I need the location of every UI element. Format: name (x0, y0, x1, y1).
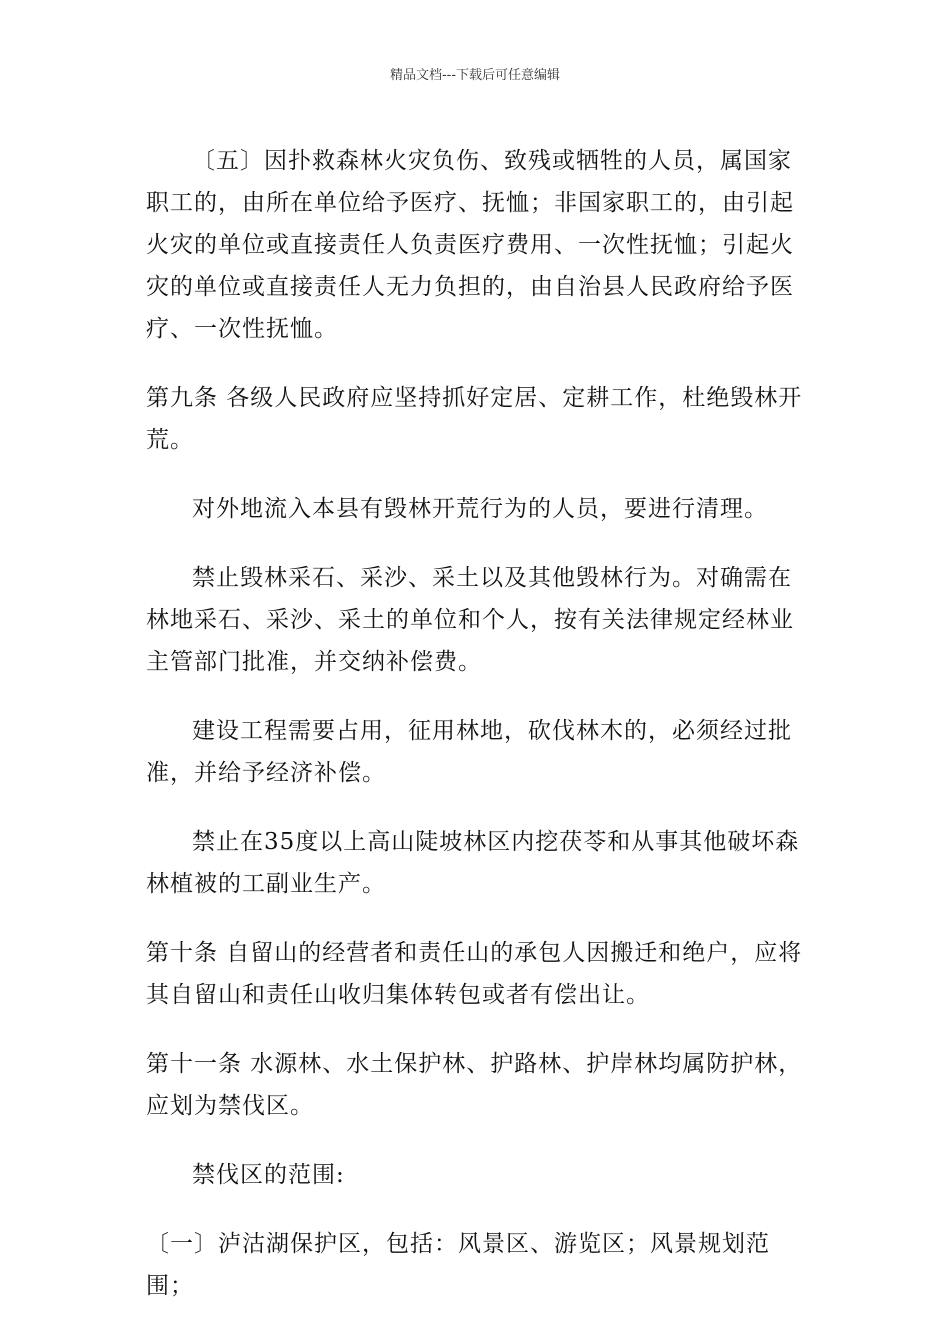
paragraph-construction: 建设工程需要占用，征用林地，砍伐林木的，必须经过批准，并给予经济补偿。 (146, 718, 792, 786)
paragraph-outsiders: 对外地流入本县有毁林开荒行为的人员，要进行清理。 (192, 496, 768, 522)
document-body (146, 140, 806, 1307)
paragraph-quarrying: 禁止毁林采石、采沙、采土以及其他毁林行为。对确需在林地采石、采沙、采土的单位和个人，按有关法律规定经林业主管部门批准，并交纳补偿费。 (146, 565, 794, 675)
article-9: 第九条 各级人民政府应坚持抓好定居、定耕工作，杜绝毁林开荒。 (146, 385, 803, 453)
page-header: 精品文档---下载后可任意编辑 (389, 68, 561, 83)
paragraph-scope-item-1: 〔一〕泸沽湖保护区，包括：风景区、游览区；风景规划范围； (146, 1231, 770, 1299)
article-11: 第十一条 水源林、水土保护林、护路林、护岸林均属防护林，应划为禁伐区。 (146, 1051, 803, 1119)
article-10: 第十条 自留山的经营者和责任山的承包人因搬迁和绝户，应将其自留山和责任山收归集体转包或者有偿出让。 (146, 940, 803, 1008)
paragraph-scope-heading: 禁伐区的范围: (192, 1162, 345, 1188)
paragraph-item-5: 〔五〕因扑救森林火灾负伤、致残或牺牲的人员，属国家职工的，由所在单位给予医疗、抚恤；非国家职工的，由引起火灾的单位或直接责任人负责医疗费用、一次性抚恤；引起火灾的单位或直接责任人无力负担的，由自治县人民政府给予医疗、一次性抚恤。 (146, 148, 794, 342)
paragraph-slope: 禁止在35度以上高山陡坡林区内挖茯苓和从事其他破坏森林植被的工副业生产。 (146, 829, 800, 897)
